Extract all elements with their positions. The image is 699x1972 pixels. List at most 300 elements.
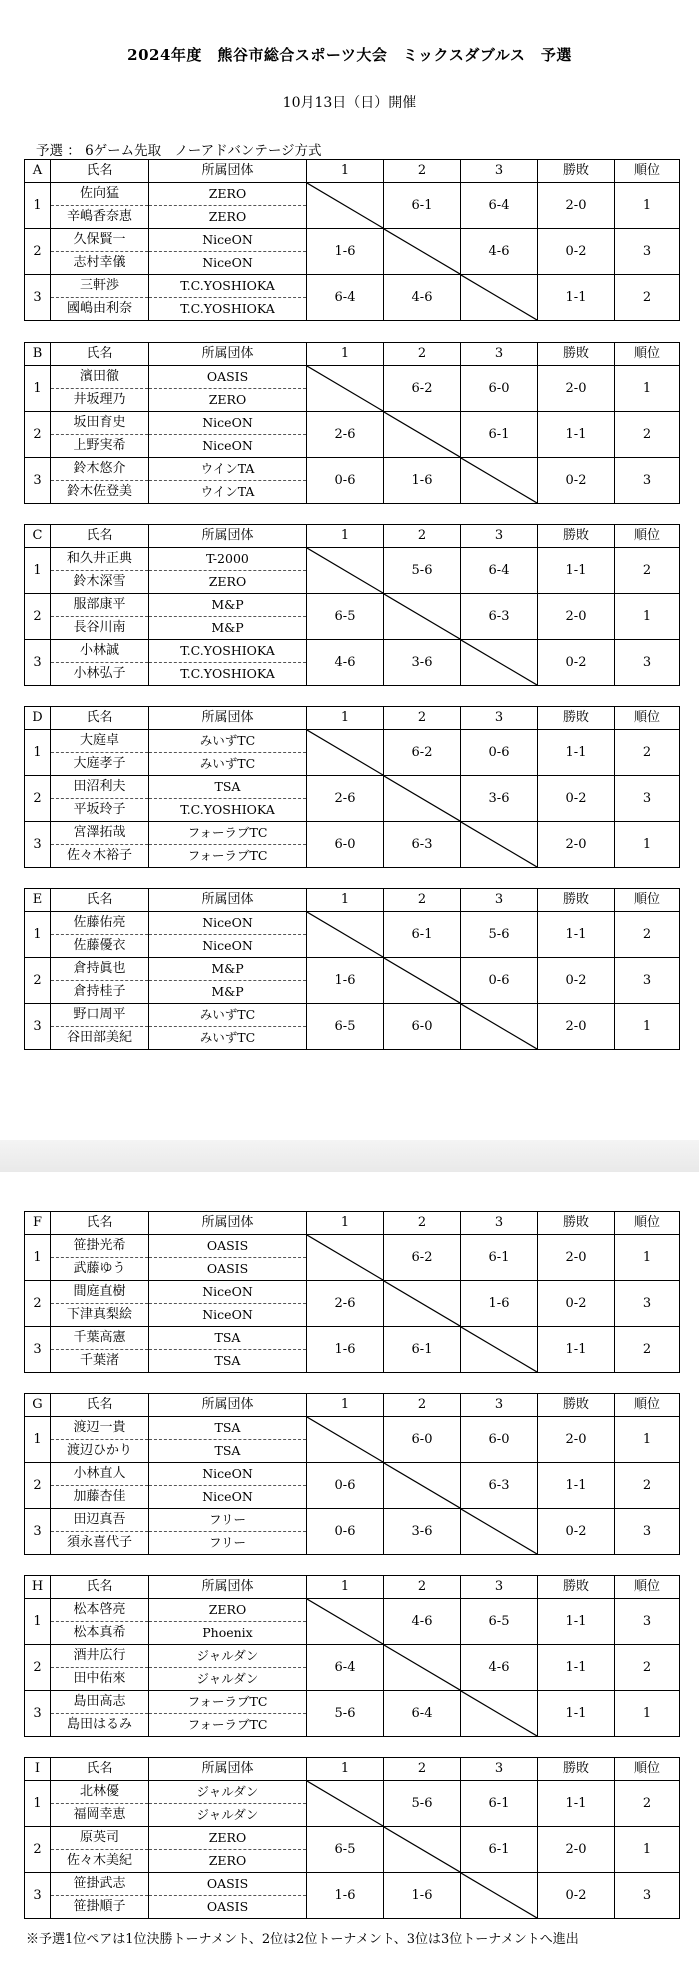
match-score: 1-6: [307, 229, 384, 275]
column-header: 2: [384, 1212, 461, 1235]
column-header: 順位: [615, 1758, 680, 1781]
player-name: 小林弘子: [51, 663, 149, 686]
event-date: 10月13日（日）開催: [282, 95, 417, 111]
column-header: 順位: [615, 707, 680, 730]
match-score: 6-0: [384, 1417, 461, 1463]
player-name: 田辺真吾: [51, 1509, 149, 1532]
final-rank: 2: [615, 1463, 680, 1509]
player-name: 笹掛武志: [51, 1873, 149, 1896]
match-score: 4-6: [384, 1599, 461, 1645]
player-team: TSA: [149, 1417, 307, 1440]
column-header: 順位: [615, 343, 680, 366]
final-rank: 3: [615, 1509, 680, 1555]
player-name: 志村幸儀: [51, 252, 149, 275]
match-score: 6-1: [384, 183, 461, 229]
player-name: 北林優: [51, 1781, 149, 1804]
player-team: OASIS: [149, 1873, 307, 1896]
player-name: 間庭直樹: [51, 1281, 149, 1304]
column-header: 1: [307, 1394, 384, 1417]
pair-number: 2: [25, 1281, 51, 1327]
win-loss-record: 2-0: [538, 1417, 615, 1463]
group-table-f: [24, 1211, 680, 1373]
player-team: T.C.YOSHIOKA: [149, 298, 307, 321]
column-header: 順位: [615, 889, 680, 912]
match-score: 6-3: [461, 594, 538, 640]
column-header: 1: [307, 1212, 384, 1235]
column-header: 2: [384, 1576, 461, 1599]
pair-number: 3: [25, 1004, 51, 1050]
player-name: 佐藤優衣: [51, 935, 149, 958]
column-header: 勝敗: [538, 1576, 615, 1599]
player-name: 佐向猛: [51, 183, 149, 206]
pair-row: [25, 730, 680, 753]
pair-row: [25, 1004, 680, 1027]
win-loss-record: 1-1: [538, 1781, 615, 1827]
match-score: 4-6: [461, 229, 538, 275]
win-loss-record: 0-2: [538, 458, 615, 504]
player-name: 笹掛光希: [51, 1235, 149, 1258]
match-score: 6-5: [307, 1004, 384, 1050]
column-header: 順位: [615, 1212, 680, 1235]
player-team: NiceON: [149, 1486, 307, 1509]
self-match-cell: [307, 1235, 384, 1281]
win-loss-record: 1-1: [538, 1691, 615, 1737]
pair-row: [25, 1827, 680, 1850]
column-header: 所属団体: [149, 1394, 307, 1417]
match-score: 6-5: [461, 1599, 538, 1645]
pair-row: [25, 1235, 680, 1258]
player-name: 上野実希: [51, 435, 149, 458]
win-loss-record: 0-2: [538, 640, 615, 686]
match-score: 1-6: [307, 1327, 384, 1373]
match-score: 0-6: [307, 1509, 384, 1555]
pair-row: [25, 640, 680, 663]
column-header: 勝敗: [538, 889, 615, 912]
column-header: 順位: [615, 525, 680, 548]
match-score: 6-1: [461, 1235, 538, 1281]
player-name: 倉持眞也: [51, 958, 149, 981]
match-score: 6-4: [461, 183, 538, 229]
page-gap: [0, 1140, 699, 1172]
pair-row: [25, 1781, 680, 1804]
match-score: 0-6: [307, 458, 384, 504]
player-team: ジャルダン: [149, 1645, 307, 1668]
pair-row: [25, 822, 680, 845]
player-name: 國嶋由利奈: [51, 298, 149, 321]
group-label: I: [25, 1758, 51, 1781]
match-score: 3-6: [384, 640, 461, 686]
pair-number: 3: [25, 458, 51, 504]
final-rank: 3: [615, 1873, 680, 1919]
match-score: 6-0: [461, 366, 538, 412]
pair-number: 2: [25, 1827, 51, 1873]
column-header: 氏名: [51, 1758, 149, 1781]
match-score: 4-6: [461, 1645, 538, 1691]
group-label: B: [25, 343, 51, 366]
final-rank: 3: [615, 776, 680, 822]
match-score: 6-4: [461, 548, 538, 594]
match-score: 2-6: [307, 776, 384, 822]
column-header: 氏名: [51, 525, 149, 548]
pair-number: 1: [25, 1599, 51, 1645]
pair-number: 1: [25, 730, 51, 776]
win-loss-record: 2-0: [538, 1827, 615, 1873]
column-header: 1: [307, 160, 384, 183]
self-match-cell: [461, 1873, 538, 1919]
player-name: 大庭孝子: [51, 753, 149, 776]
player-team: OASIS: [149, 1896, 307, 1919]
column-header: 3: [461, 1576, 538, 1599]
player-team: NiceON: [149, 412, 307, 435]
player-name: 下津真梨絵: [51, 1304, 149, 1327]
match-score: 5-6: [384, 548, 461, 594]
pair-row: [25, 1327, 680, 1350]
player-team: T.C.YOSHIOKA: [149, 640, 307, 663]
pair-number: 1: [25, 1235, 51, 1281]
match-score: 0-6: [461, 958, 538, 1004]
final-rank: 3: [615, 640, 680, 686]
win-loss-record: 2-0: [538, 183, 615, 229]
pair-number: 1: [25, 1781, 51, 1827]
win-loss-record: 0-2: [538, 958, 615, 1004]
match-score: 5-6: [307, 1691, 384, 1737]
player-name: 宮澤拓哉: [51, 822, 149, 845]
player-team: ジャルダン: [149, 1668, 307, 1691]
final-rank: 1: [615, 1417, 680, 1463]
match-score: 6-4: [384, 1691, 461, 1737]
document-title: 2024年度 熊谷市総合スポーツ大会 ミックスダブルス 予選: [127, 46, 572, 64]
group-table-a: [24, 159, 680, 321]
match-score: 1-6: [307, 1873, 384, 1919]
pair-row: [25, 1281, 680, 1304]
column-header: 3: [461, 889, 538, 912]
match-score: 6-1: [461, 412, 538, 458]
final-rank: 2: [615, 412, 680, 458]
player-name: 佐々木美紀: [51, 1850, 149, 1873]
player-team: NiceON: [149, 435, 307, 458]
player-name: 酒井広行: [51, 1645, 149, 1668]
player-team: T.C.YOSHIOKA: [149, 663, 307, 686]
column-header: 所属団体: [149, 343, 307, 366]
pair-number: 1: [25, 548, 51, 594]
pair-row: [25, 548, 680, 571]
column-header: 勝敗: [538, 160, 615, 183]
column-header: 1: [307, 707, 384, 730]
player-team: ZERO: [149, 1850, 307, 1873]
match-score: 6-2: [384, 1235, 461, 1281]
win-loss-record: 1-1: [538, 548, 615, 594]
self-match-cell: [307, 183, 384, 229]
player-name: 千葉高憲: [51, 1327, 149, 1350]
match-score: 6-0: [461, 1417, 538, 1463]
self-match-cell: [461, 1327, 538, 1373]
match-score: 6-5: [307, 1827, 384, 1873]
column-header: 2: [384, 707, 461, 730]
pair-number: 1: [25, 912, 51, 958]
group-label: A: [25, 160, 51, 183]
player-team: フォーラブTC: [149, 822, 307, 845]
pair-row: [25, 275, 680, 298]
column-header: 1: [307, 889, 384, 912]
player-name: 井坂理乃: [51, 389, 149, 412]
self-match-cell: [384, 1463, 461, 1509]
player-name: 服部康平: [51, 594, 149, 617]
player-team: TSA: [149, 1440, 307, 1463]
player-team: ウインTA: [149, 458, 307, 481]
player-team: NiceON: [149, 935, 307, 958]
player-name: 小林誠: [51, 640, 149, 663]
column-header: 3: [461, 1394, 538, 1417]
final-rank: 2: [615, 912, 680, 958]
win-loss-record: 2-0: [538, 1235, 615, 1281]
column-header: 氏名: [51, 889, 149, 912]
win-loss-record: 1-1: [538, 730, 615, 776]
player-name: 加藤杏佳: [51, 1486, 149, 1509]
player-name: 田中佑來: [51, 1668, 149, 1691]
player-name: 佐藤佑亮: [51, 912, 149, 935]
match-score: 1-6: [307, 958, 384, 1004]
player-team: OASIS: [149, 1258, 307, 1281]
pair-row: [25, 912, 680, 935]
player-name: 濱田徹: [51, 366, 149, 389]
player-team: フォーラブTC: [149, 1691, 307, 1714]
self-match-cell: [307, 730, 384, 776]
column-header: 勝敗: [538, 1758, 615, 1781]
win-loss-record: 2-0: [538, 366, 615, 412]
final-rank: 3: [615, 229, 680, 275]
column-header: 1: [307, 1576, 384, 1599]
player-team: T-2000: [149, 548, 307, 571]
player-team: ジャルダン: [149, 1804, 307, 1827]
pair-row: [25, 1509, 680, 1532]
group-table-g: [24, 1393, 680, 1555]
group-table-e: [24, 888, 680, 1050]
column-header: 勝敗: [538, 343, 615, 366]
match-score: 6-3: [461, 1463, 538, 1509]
player-name: 久保賢一: [51, 229, 149, 252]
column-header: 所属団体: [149, 889, 307, 912]
player-name: 谷田部美紀: [51, 1027, 149, 1050]
match-score: 3-6: [461, 776, 538, 822]
player-team: OASIS: [149, 1235, 307, 1258]
player-team: ZERO: [149, 183, 307, 206]
win-loss-record: 2-0: [538, 594, 615, 640]
pair-row: [25, 1645, 680, 1668]
final-rank: 1: [615, 183, 680, 229]
column-header: 所属団体: [149, 160, 307, 183]
pair-row: [25, 1417, 680, 1440]
pair-number: 3: [25, 1873, 51, 1919]
column-header: 1: [307, 1758, 384, 1781]
player-name: 大庭卓: [51, 730, 149, 753]
player-team: フォーラブTC: [149, 845, 307, 868]
group-table-i: [24, 1757, 680, 1919]
match-score: 6-1: [461, 1827, 538, 1873]
final-rank: 1: [615, 366, 680, 412]
self-match-cell: [384, 958, 461, 1004]
pair-row: [25, 183, 680, 206]
win-loss-record: 0-2: [538, 229, 615, 275]
pair-number: 3: [25, 822, 51, 868]
player-team: みいずTC: [149, 753, 307, 776]
player-name: 松本真希: [51, 1622, 149, 1645]
pair-row: [25, 412, 680, 435]
group-label: G: [25, 1394, 51, 1417]
column-header: 2: [384, 525, 461, 548]
column-header: 勝敗: [538, 1212, 615, 1235]
player-name: 原英司: [51, 1827, 149, 1850]
column-header: 3: [461, 525, 538, 548]
self-match-cell: [461, 1509, 538, 1555]
match-score: 4-6: [307, 640, 384, 686]
self-match-cell: [461, 275, 538, 321]
player-team: みいずTC: [149, 1004, 307, 1027]
column-header: 氏名: [51, 707, 149, 730]
self-match-cell: [307, 366, 384, 412]
win-loss-record: 1-1: [538, 412, 615, 458]
match-score: 6-4: [307, 275, 384, 321]
final-rank: 1: [615, 1827, 680, 1873]
player-name: 和久井正典: [51, 548, 149, 571]
final-rank: 2: [615, 1645, 680, 1691]
self-match-cell: [384, 229, 461, 275]
final-rank: 3: [615, 1599, 680, 1645]
self-match-cell: [461, 1004, 538, 1050]
final-rank: 1: [615, 1004, 680, 1050]
column-header: 氏名: [51, 1394, 149, 1417]
match-score: 6-4: [307, 1645, 384, 1691]
player-name: 佐々木裕子: [51, 845, 149, 868]
self-match-cell: [461, 822, 538, 868]
match-score: 1-6: [384, 458, 461, 504]
pair-row: [25, 776, 680, 799]
column-header: 3: [461, 1212, 538, 1235]
column-header: 勝敗: [538, 1394, 615, 1417]
player-name: 鈴木深雪: [51, 571, 149, 594]
final-rank: 3: [615, 458, 680, 504]
player-team: ZERO: [149, 389, 307, 412]
column-header: 1: [307, 343, 384, 366]
column-header: 順位: [615, 160, 680, 183]
player-team: ZERO: [149, 206, 307, 229]
final-rank: 2: [615, 275, 680, 321]
final-rank: 3: [615, 1281, 680, 1327]
final-rank: 2: [615, 730, 680, 776]
player-name: 渡辺一貴: [51, 1417, 149, 1440]
group-table-h: [24, 1575, 680, 1737]
player-team: M&P: [149, 981, 307, 1004]
match-score: 5-6: [384, 1781, 461, 1827]
column-header: 3: [461, 1758, 538, 1781]
self-match-cell: [384, 412, 461, 458]
match-score: 0-6: [461, 730, 538, 776]
self-match-cell: [384, 776, 461, 822]
player-team: フリー: [149, 1509, 307, 1532]
player-team: みいずTC: [149, 1027, 307, 1050]
final-rank: 1: [615, 1691, 680, 1737]
player-team: M&P: [149, 617, 307, 640]
column-header: 所属団体: [149, 1576, 307, 1599]
player-name: 福岡幸恵: [51, 1804, 149, 1827]
column-header: 所属団体: [149, 525, 307, 548]
footnote: ※予選1位ペアは1位決勝トーナメント、2位は2位トーナメント、3位は3位トーナメントへ進出: [26, 1932, 579, 1947]
match-score: 6-5: [307, 594, 384, 640]
player-team: NiceON: [149, 912, 307, 935]
player-name: 笹掛順子: [51, 1896, 149, 1919]
player-team: M&P: [149, 594, 307, 617]
player-name: 長谷川南: [51, 617, 149, 640]
group-label: C: [25, 525, 51, 548]
player-team: フリー: [149, 1532, 307, 1555]
player-team: NiceON: [149, 1281, 307, 1304]
column-header: 2: [384, 1394, 461, 1417]
player-name: 鈴木悠介: [51, 458, 149, 481]
match-score: 6-1: [384, 1327, 461, 1373]
pair-number: 3: [25, 275, 51, 321]
win-loss-record: 0-2: [538, 776, 615, 822]
group-label: H: [25, 1576, 51, 1599]
win-loss-record: 1-1: [538, 912, 615, 958]
final-rank: 1: [615, 1235, 680, 1281]
win-loss-record: 1-1: [538, 1327, 615, 1373]
player-name: 松本啓亮: [51, 1599, 149, 1622]
player-team: ZERO: [149, 1599, 307, 1622]
final-rank: 2: [615, 1781, 680, 1827]
player-team: みいずTC: [149, 730, 307, 753]
pair-number: 3: [25, 1691, 51, 1737]
match-score: 2-6: [307, 412, 384, 458]
pair-number: 3: [25, 1509, 51, 1555]
pair-number: 2: [25, 412, 51, 458]
player-name: 三軒渉: [51, 275, 149, 298]
pair-number: 2: [25, 1645, 51, 1691]
pair-number: 2: [25, 229, 51, 275]
player-name: 辛嶋香奈恵: [51, 206, 149, 229]
player-team: ウインTA: [149, 481, 307, 504]
pair-number: 2: [25, 776, 51, 822]
player-name: 坂田育史: [51, 412, 149, 435]
pair-number: 3: [25, 640, 51, 686]
group-label: E: [25, 889, 51, 912]
column-header: 順位: [615, 1576, 680, 1599]
player-team: フォーラブTC: [149, 1714, 307, 1737]
pair-row: [25, 229, 680, 252]
win-loss-record: 1-1: [538, 1599, 615, 1645]
player-team: NiceON: [149, 252, 307, 275]
pair-row: [25, 1691, 680, 1714]
player-team: ジャルダン: [149, 1781, 307, 1804]
player-team: T.C.YOSHIOKA: [149, 799, 307, 822]
match-score: 5-6: [461, 912, 538, 958]
pair-number: 2: [25, 594, 51, 640]
win-loss-record: 1-1: [538, 1463, 615, 1509]
column-header: 所属団体: [149, 707, 307, 730]
match-score: 1-6: [461, 1281, 538, 1327]
column-header: 1: [307, 525, 384, 548]
self-match-cell: [461, 640, 538, 686]
match-rule: 予選 ： 6ゲーム先取 ノーアドバンテージ方式: [36, 143, 322, 159]
column-header: 2: [384, 343, 461, 366]
column-header: 2: [384, 160, 461, 183]
win-loss-record: 0-2: [538, 1873, 615, 1919]
win-loss-record: 0-2: [538, 1509, 615, 1555]
pair-number: 2: [25, 958, 51, 1004]
group-table-b: [24, 342, 680, 504]
pair-number: 1: [25, 183, 51, 229]
player-team: TSA: [149, 776, 307, 799]
column-header: 3: [461, 343, 538, 366]
pair-row: [25, 594, 680, 617]
